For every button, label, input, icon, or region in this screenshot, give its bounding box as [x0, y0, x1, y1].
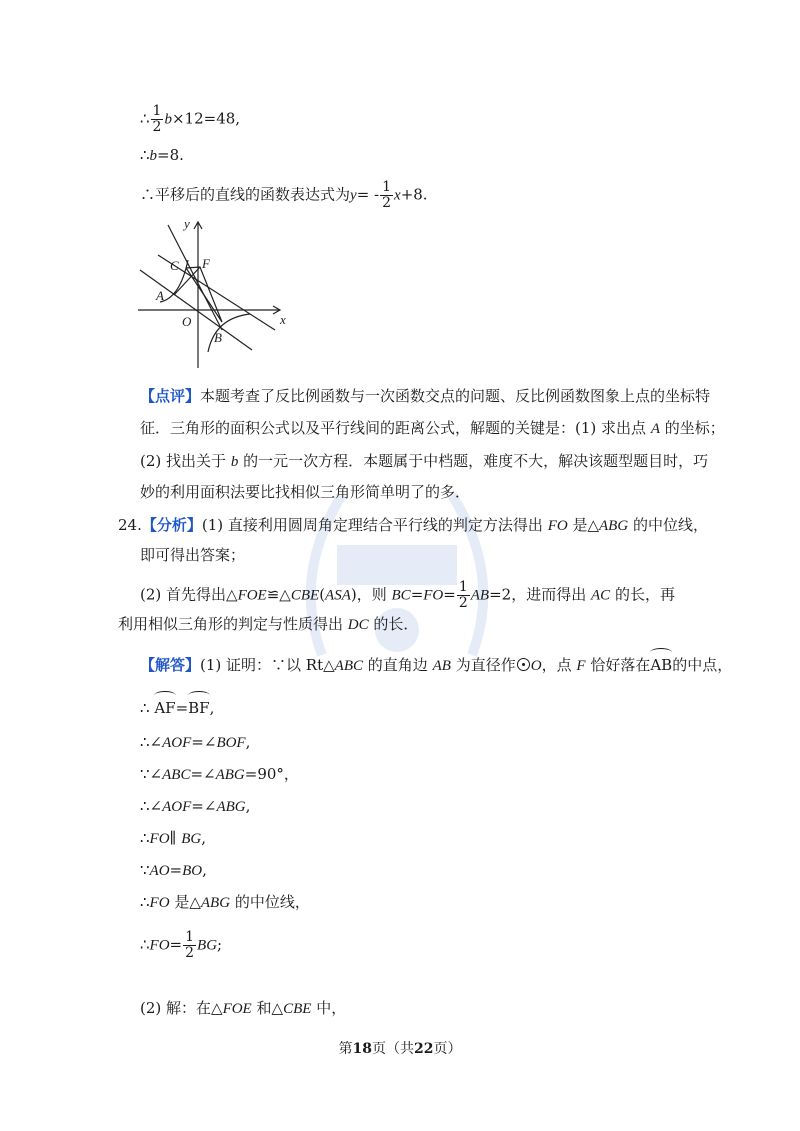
answer-line: ∴FO= $\frac{1}{2}$ BG; — [140, 929, 223, 961]
coordinate-figure — [130, 210, 300, 380]
step-line: ∴平移后的直线的函数表达式为y= - $\frac{1}{2}$ x+8. — [140, 179, 428, 211]
fraction: $\frac{1}{2}$ — [152, 103, 162, 135]
answer-line: ∴∠AOF=∠BOF, — [140, 733, 251, 751]
page-number: 18 — [352, 1041, 372, 1057]
analysis-line: 24.【分析】(1) 直接利用圆周角定理结合平行线的判定方法得出 FO 是△ABG 的中位线， — [118, 516, 708, 534]
axis-label-y: y — [184, 216, 190, 231]
arc-notation: AB — [650, 656, 673, 674]
step-line: ∴b=8. — [140, 146, 184, 164]
axis-label-x: x — [280, 312, 286, 327]
comment-line: 征．三角形的面积公式以及平行线间的距离公式，解题的关键是：(1) 求出点 A 的坐标； — [140, 419, 725, 437]
analysis-line: 即可得出答案； — [140, 546, 246, 564]
arc-notation: BF — [188, 699, 210, 717]
answer-line: ∵AO=BO, — [140, 861, 207, 879]
triangle-cfb — [186, 267, 222, 322]
line-cf — [168, 225, 222, 330]
answer-line: ∵∠ABC=∠ABG=90°， — [140, 765, 299, 783]
answer-line: ∴FO∥ BG, — [140, 829, 207, 847]
answer-line: ∴ AF=BF, — [140, 699, 215, 717]
fraction: $\frac{1}{2}$ — [458, 579, 468, 611]
point-label-o: O — [182, 314, 192, 329]
fraction: $\frac{1}{2}$ — [185, 929, 195, 961]
analysis-tag: 【分析】 — [141, 516, 202, 534]
comment-tag: 【点评】 — [140, 387, 201, 405]
fraction: $\frac{1}{2}$ — [382, 179, 392, 211]
analysis-line: (2) 首先得出△FOE≌△CBE(ASA)，则 BC=FO= $\frac{1}{2}$ AB=2，进而得出 AC 的长，再 — [140, 579, 675, 611]
page-footer: 第18页（共22页） — [338, 1041, 462, 1057]
point-label-c: C — [170, 258, 179, 273]
point-label-b: B — [214, 330, 222, 345]
answer-line: ∴∠AOF=∠ABG, — [140, 797, 251, 815]
answer-tag: 【解答】 — [140, 656, 201, 674]
analysis-line: 利用相似三角形的判定与性质得出 DC 的长． — [118, 615, 419, 633]
answer-line: 【解答】(1) 证明：∵以 Rt△ABC 的直角边 AB 为直径作 O，点 F 恰好落在AB的中点， — [140, 656, 733, 674]
step-line: ∴ $\frac{1}{2}$ b×12=48, — [140, 103, 241, 135]
comment-line: (2) 找出关于 b 的一元一次方程．本题属于中档题，难度不大，解决该题型题目时，巧 — [140, 452, 709, 470]
total-pages: 22 — [414, 1041, 434, 1057]
answer-line: ∴FO 是△ABG 的中位线， — [140, 893, 310, 911]
comment-line: 【点评】本题考查了反比例函数与一次函数交点的问题、反比例函数图象上点的坐标特 — [140, 387, 711, 405]
arc-notation: AF — [154, 699, 176, 717]
comment-line: 妙的利用面积法要比找相似三角形简单明了的多． — [140, 483, 471, 501]
point-label-f: F — [202, 256, 210, 271]
answer-line: (2) 解：在△FOE 和△CBE 中， — [140, 999, 347, 1017]
circle-symbol — [517, 658, 530, 671]
question-number: 24. — [118, 516, 142, 534]
point-label-a: A — [156, 288, 164, 303]
